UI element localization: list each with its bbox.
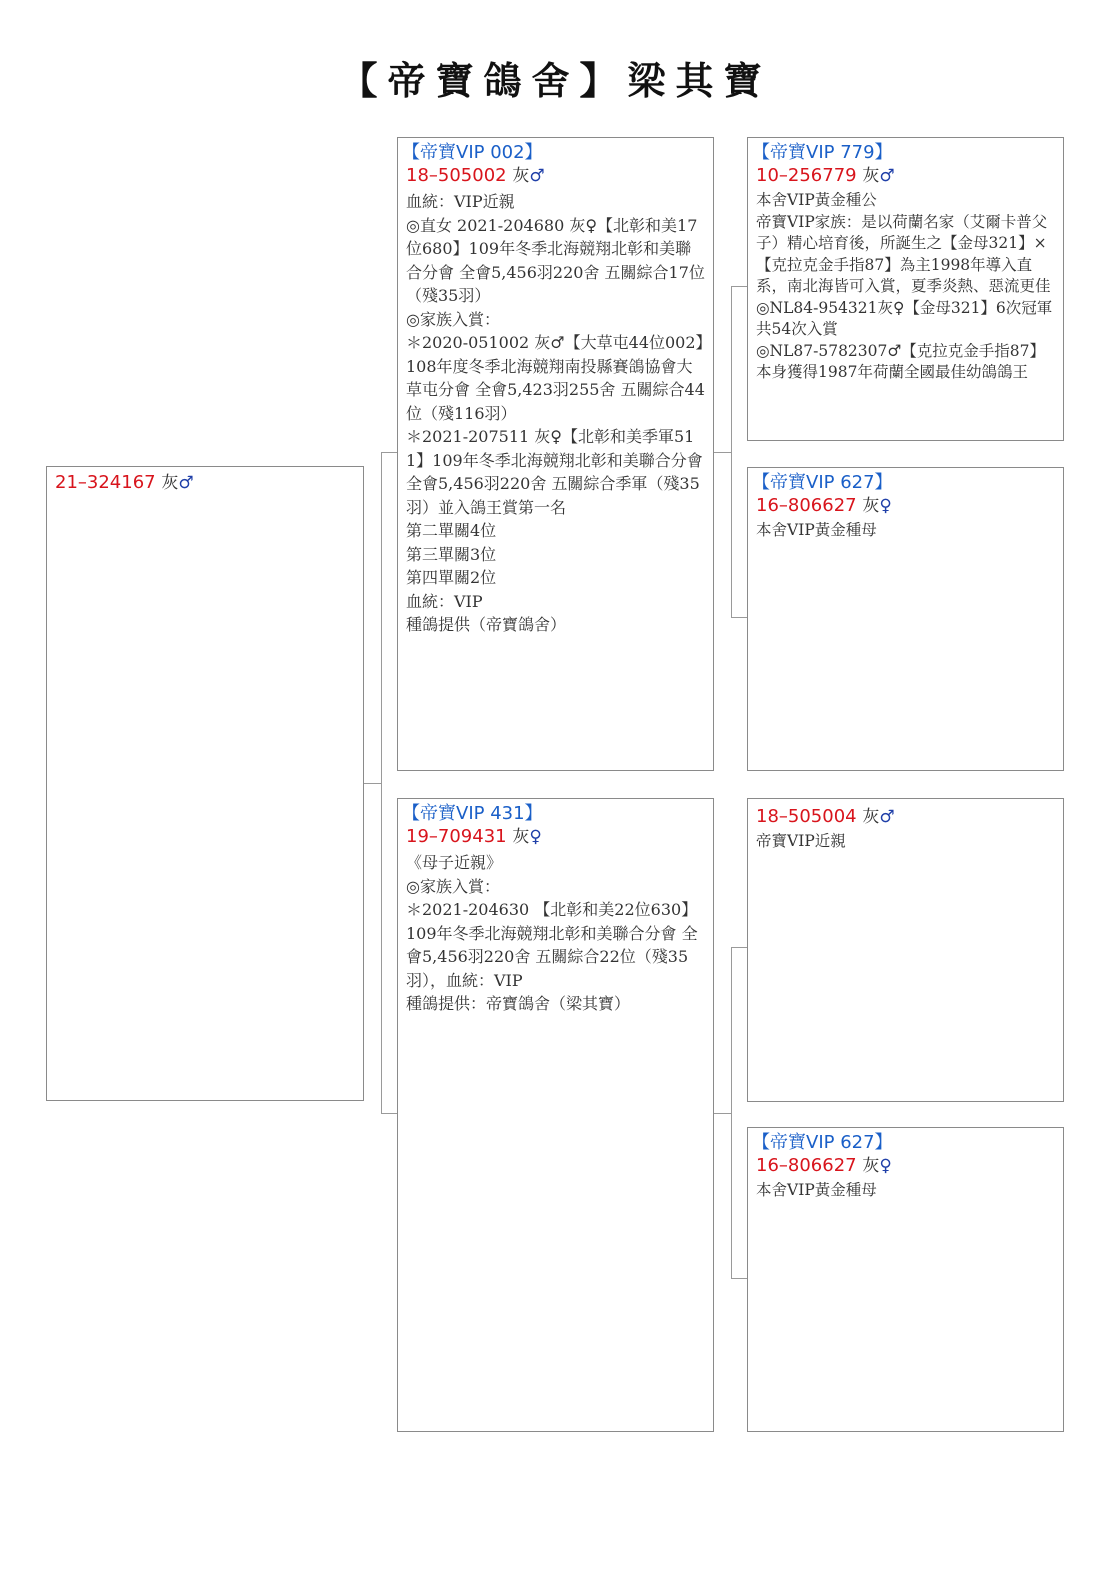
dam-dam-ring-line [756,1154,1055,1178]
sire-color: 灰 [512,166,530,186]
sire-sire-ring-line [756,164,1055,188]
female-symbol-icon: ♀ [879,496,892,516]
connector-sire [381,452,397,453]
sire-name: 【帝寶VIP 002】 [402,142,543,163]
dam-card [397,798,714,1432]
female-symbol-icon: ♀ [529,827,542,847]
dam-sire-color: 灰 [862,807,880,827]
sire-sire-color: 灰 [862,166,880,186]
connector-sire-sire [731,286,747,287]
connector-dam [381,1113,397,1114]
sire-ring-number: 18–505002 [406,165,507,186]
sire-card [397,137,714,771]
dam-dam-description: 本舍VIP黃金種母 [756,1181,877,1199]
dam-dam-color: 灰 [862,1156,880,1176]
female-symbol-icon: ♀ [879,1156,892,1176]
sire-sire-name: 【帝寶VIP 779】 [752,142,893,163]
male-symbol-icon: ♂ [879,807,895,827]
sire-dam-ring-number: 16–806627 [756,495,857,516]
sire-description: 血統：VIP近親 ◎直女 2021-204680 灰♀【北彰和美17位680】109年冬季北海競翔北彰和美聯合分會 全會5,456羽220舍 五關綜合17位（殘35羽） ◎家族入賞： ＊2020-051002 灰♂【大草屯44位002】108年度冬季北海競翔南投縣賽鴿協會大草屯分會 全會5,423羽255舍 五關綜合44位（殘116羽） ＊2021-207511 灰♀【北彰和美季軍511】109年冬季北海競翔北彰和美聯合分會 全會5,456羽220舍 五關綜合季軍（殘35羽）並入鴿王賞第一名 第二單關4位 第三單關3位 第四單關2位 血統：VIP 種鴿提供（帝寶鴿舍） [406,192,705,634]
connector-dam-out [713,1113,731,1114]
male-symbol-icon: ♂ [529,166,545,186]
sire-dam-ring-line [756,494,1055,518]
connector-sire-out [713,452,731,453]
sire-dam-color: 灰 [862,496,880,516]
dam-ring-number: 19–709431 [406,826,507,847]
connector-subject [363,783,381,784]
connector-sire-grand-vertical [731,286,732,618]
sire-dam-description: 本舍VIP黃金種母 [756,521,877,539]
dam-ring-line [406,825,705,849]
connector-dam-grand-vertical [731,947,732,1279]
page-title: 【帝寶鴿舍】梁其寶 [339,59,772,103]
sire-sire-card [747,137,1064,441]
sire-ring-line [406,164,705,188]
male-symbol-icon: ♂ [879,166,895,186]
dam-dam-ring-number: 16–806627 [756,1155,857,1176]
male-symbol-icon: ♂ [178,473,194,493]
sire-dam-name: 【帝寶VIP 627】 [752,472,893,493]
dam-name: 【帝寶VIP 431】 [402,803,543,824]
dam-sire-ring-number: 18–505004 [756,806,857,827]
dam-description: 《母子近親》 ◎家族入賞： ＊2021-204630 【北彰和美22位630】109年冬季北海競翔北彰和美聯合分會 全會5,456羽220舍 五關綜合22位（殘35羽），血統：VIP 種鴿提供：帝寶鴿舍（梁其寶） [406,853,698,1013]
connector-dam-sire [731,947,747,948]
sire-sire-ring-number: 10–256779 [756,165,857,186]
connector-parents-vertical [381,452,382,1114]
sire-dam-card [747,467,1064,771]
connector-sire-dam [731,617,747,618]
connector-dam-dam [731,1278,747,1279]
dam-sire-card [747,798,1064,1102]
subject-card [46,466,364,1101]
dam-sire-description: 帝寶VIP近親 [756,832,846,850]
dam-dam-card [747,1127,1064,1432]
dam-sire-ring-line [756,805,1055,829]
sire-sire-description: 本舍VIP黃金種公 帝寶VIP家族：是以荷蘭名家（艾爾卡普父子）精心培育後，所誕生之【金母321】×【克拉克金手指87】為主1998年導入直系，南北海皆可入賞，夏季炎熱、惡流更佳 ◎NL84-954321灰♀【金母321】6次冠軍共54次入賞 ◎NL87-5782307♂【克拉克金手指87】本身獲得1987年荷蘭全國最佳幼鴿鴿王 [756,191,1053,381]
subject-ring-line [55,471,355,495]
subject-ring-number: 21–324167 [55,472,156,493]
dam-color: 灰 [512,827,530,847]
dam-dam-name: 【帝寶VIP 627】 [752,1132,893,1153]
subject-color: 灰 [161,473,179,493]
